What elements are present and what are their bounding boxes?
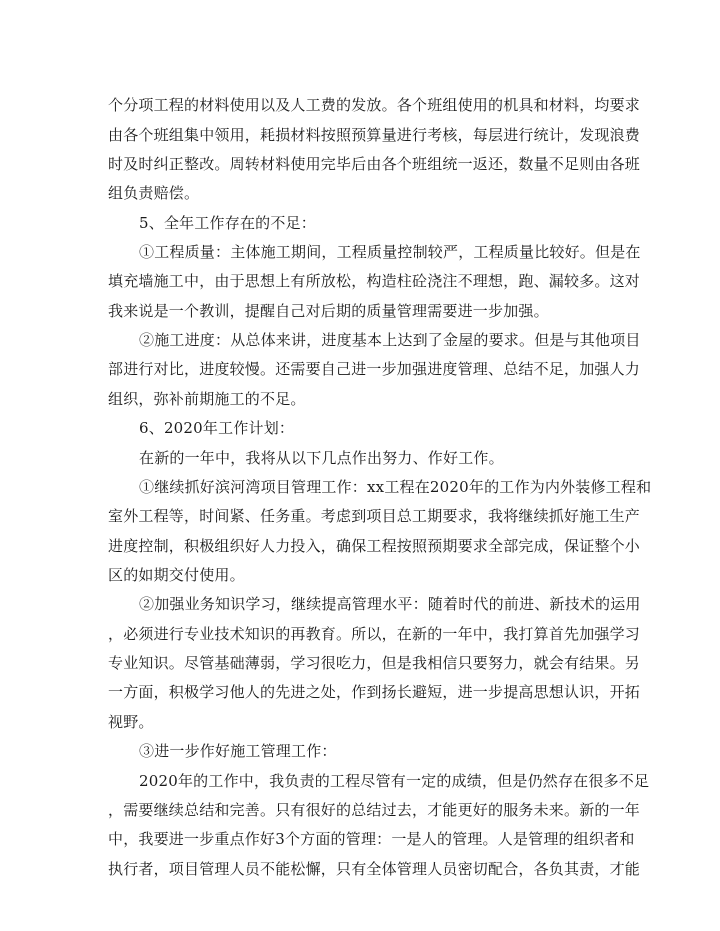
text-line: 2020年的工作中，我负责的工程尽管有一定的成绩，但是仍然存在很多不足 (139, 772, 650, 790)
text-line: ①工程质量：主体施工期间，工程质量控制较严，工程质量比较好。但是在 (139, 243, 641, 261)
text-line: 部进行对比，进度较慢。还需要自己进一步加强进度管理、总结不足，加强人力 (108, 360, 641, 378)
text-line: 进度控制，积极组织好人力投入，确保工程按照预期要求全部完成，保证整个小 (108, 537, 641, 555)
text-line: 区的如期交付使用。 (108, 566, 245, 584)
text-line: 我来说是一个教训，提醒自己对后期的质量管理需要进一步加强。 (108, 302, 549, 320)
text-line: 组负责赔偿。 (108, 184, 200, 202)
section-heading: 6、2020年工作计划： (139, 419, 295, 437)
text-line: 在新的一年中，我将从以下几点作出努力、作好工作。 (139, 449, 504, 467)
text-line: ③进一步作好施工管理工作： (139, 742, 337, 760)
text-line: ①继续抓好滨河湾项目管理工作：xx工程在2020年的工作为内外装修工程和 (139, 478, 652, 496)
text-line: ②加强业务知识学习，继续提高管理水平：随着时代的前进、新技术的运用 (139, 595, 641, 613)
text-line: 个分项工程的材料使用以及人工费的发放。各个班组使用的机具和材料，均要求 (108, 96, 641, 114)
text-line: 执行者，项目管理人员不能松懈，只有全体管理人员密切配合，各负其责，才能 (108, 860, 641, 878)
text-line: 室外工程等，时间紧、任务重。考虑到项目总工期要求，我将继续抓好施工生产 (108, 507, 641, 525)
text-line: 组织，弥补前期施工的不足。 (108, 390, 306, 408)
text-line: 视野。 (108, 713, 154, 731)
text-line: 由各个班组集中领用，耗损材料按照预算量进行考核，每层进行统计，发现浪费 (108, 126, 641, 144)
text-line: 一方面，积极学习他人的先进之处，作到扬长避短，进一步提高思想认识，开拓 (108, 683, 641, 701)
text-line: 中，我要进一步重点作好3个方面的管理：一是人的管理。人是管理的组织者和 (108, 830, 635, 848)
section-heading: 5、全年工作存在的不足： (139, 214, 316, 232)
text-line: ，必须进行专业技术知识的再教育。所以，在新的一年中，我打算首先加强学习 (108, 625, 641, 643)
text-line: 填充墙施工中，由于思想上有所放松，构造柱砼浇注不理想，跑、漏较多。这对 (108, 272, 641, 290)
text-line: 时及时纠正整改。周转材料使用完毕后由各个班组统一返还，数量不足则由各班 (108, 155, 641, 173)
text-line: ，需要继续总结和完善。只有很好的总结过去，才能更好的服务未来。新的一年 (108, 801, 641, 819)
text-line: 专业知识。尽管基础薄弱，学习很吃力，但是我相信只要努力，就会有结果。另 (108, 654, 641, 672)
text-line: ②施工进度：从总体来讲，进度基本上达到了金屋的要求。但是与其他项目 (139, 331, 641, 349)
